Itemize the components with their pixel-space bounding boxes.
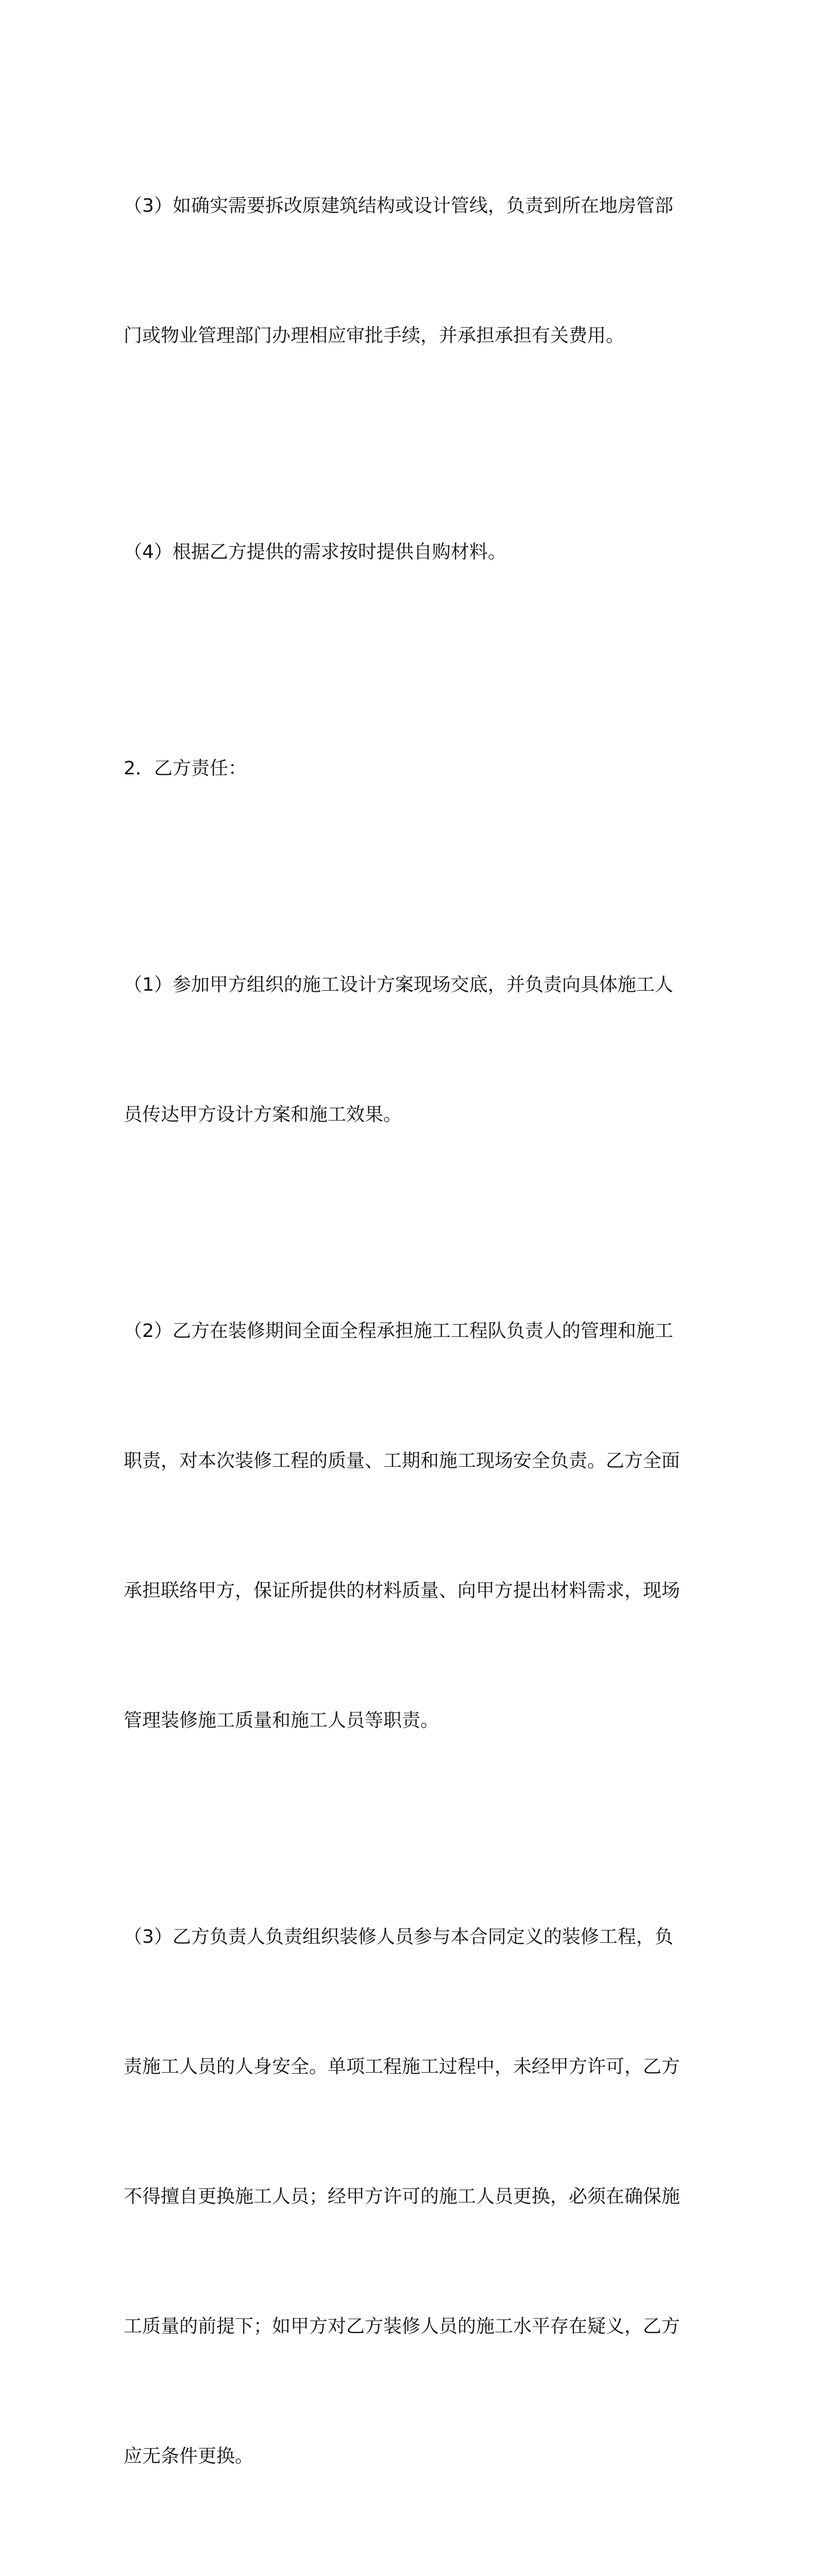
text-line: 2．乙方责任：	[124, 758, 247, 779]
text-line: （3）如确实需要拆改原建筑结构或设计管线，负责到所在地房管部	[124, 195, 673, 216]
article-heading-material-supply	[124, 2565, 695, 2576]
text-line: （3）乙方负责人负责组织装修人员参与本合同定义的装修工程，负	[124, 1926, 673, 1947]
text-line: 员传达甲方设计方案和施工效果。	[124, 1104, 402, 1125]
paragraph-1	[124, 98, 695, 444]
text-line: （1）参加甲方组织的施工设计方案现场交底，并负责向具体施工人	[124, 974, 673, 995]
paragraph-4	[124, 877, 695, 1223]
document-body	[124, 98, 695, 2576]
text-line: 职责，对本次装修工程的质量、工期和施工现场安全负责。乙方全面	[124, 1450, 680, 1471]
section-heading-party-b-duties	[124, 660, 695, 877]
paragraph-5	[124, 1223, 695, 1829]
text-line: 承担联络甲方，保证所提供的材料质量、向甲方提出材料需求，现场	[124, 1580, 680, 1601]
text-line: 责施工人员的人身安全。单项工程施工过程中，未经甲方许可，乙方	[124, 2056, 680, 2077]
text-line: 不得擅自更换施工人员；经甲方许可的施工人员更换，必须在确保施	[124, 2186, 680, 2207]
paragraph-2	[124, 444, 695, 660]
text-line: 门或物业管理部门办理相应审批手续，并承担承担有关费用。	[124, 325, 625, 346]
text-line: 工质量的前提下；如甲方对乙方装修人员的施工水平存在疑义，乙方	[124, 2316, 680, 2337]
paragraph-6	[124, 1829, 695, 2565]
text-line: （2）乙方在装修期间全面全程承担施工工程队负责人的管理和施工	[124, 1320, 673, 1342]
text-line: （4）根据乙方提供的需求按时提供自购材料。	[124, 541, 506, 563]
text-line: 管理装修施工质量和施工人员等职责。	[124, 1710, 439, 1731]
text-line: 应无条件更换。	[124, 2446, 254, 2467]
